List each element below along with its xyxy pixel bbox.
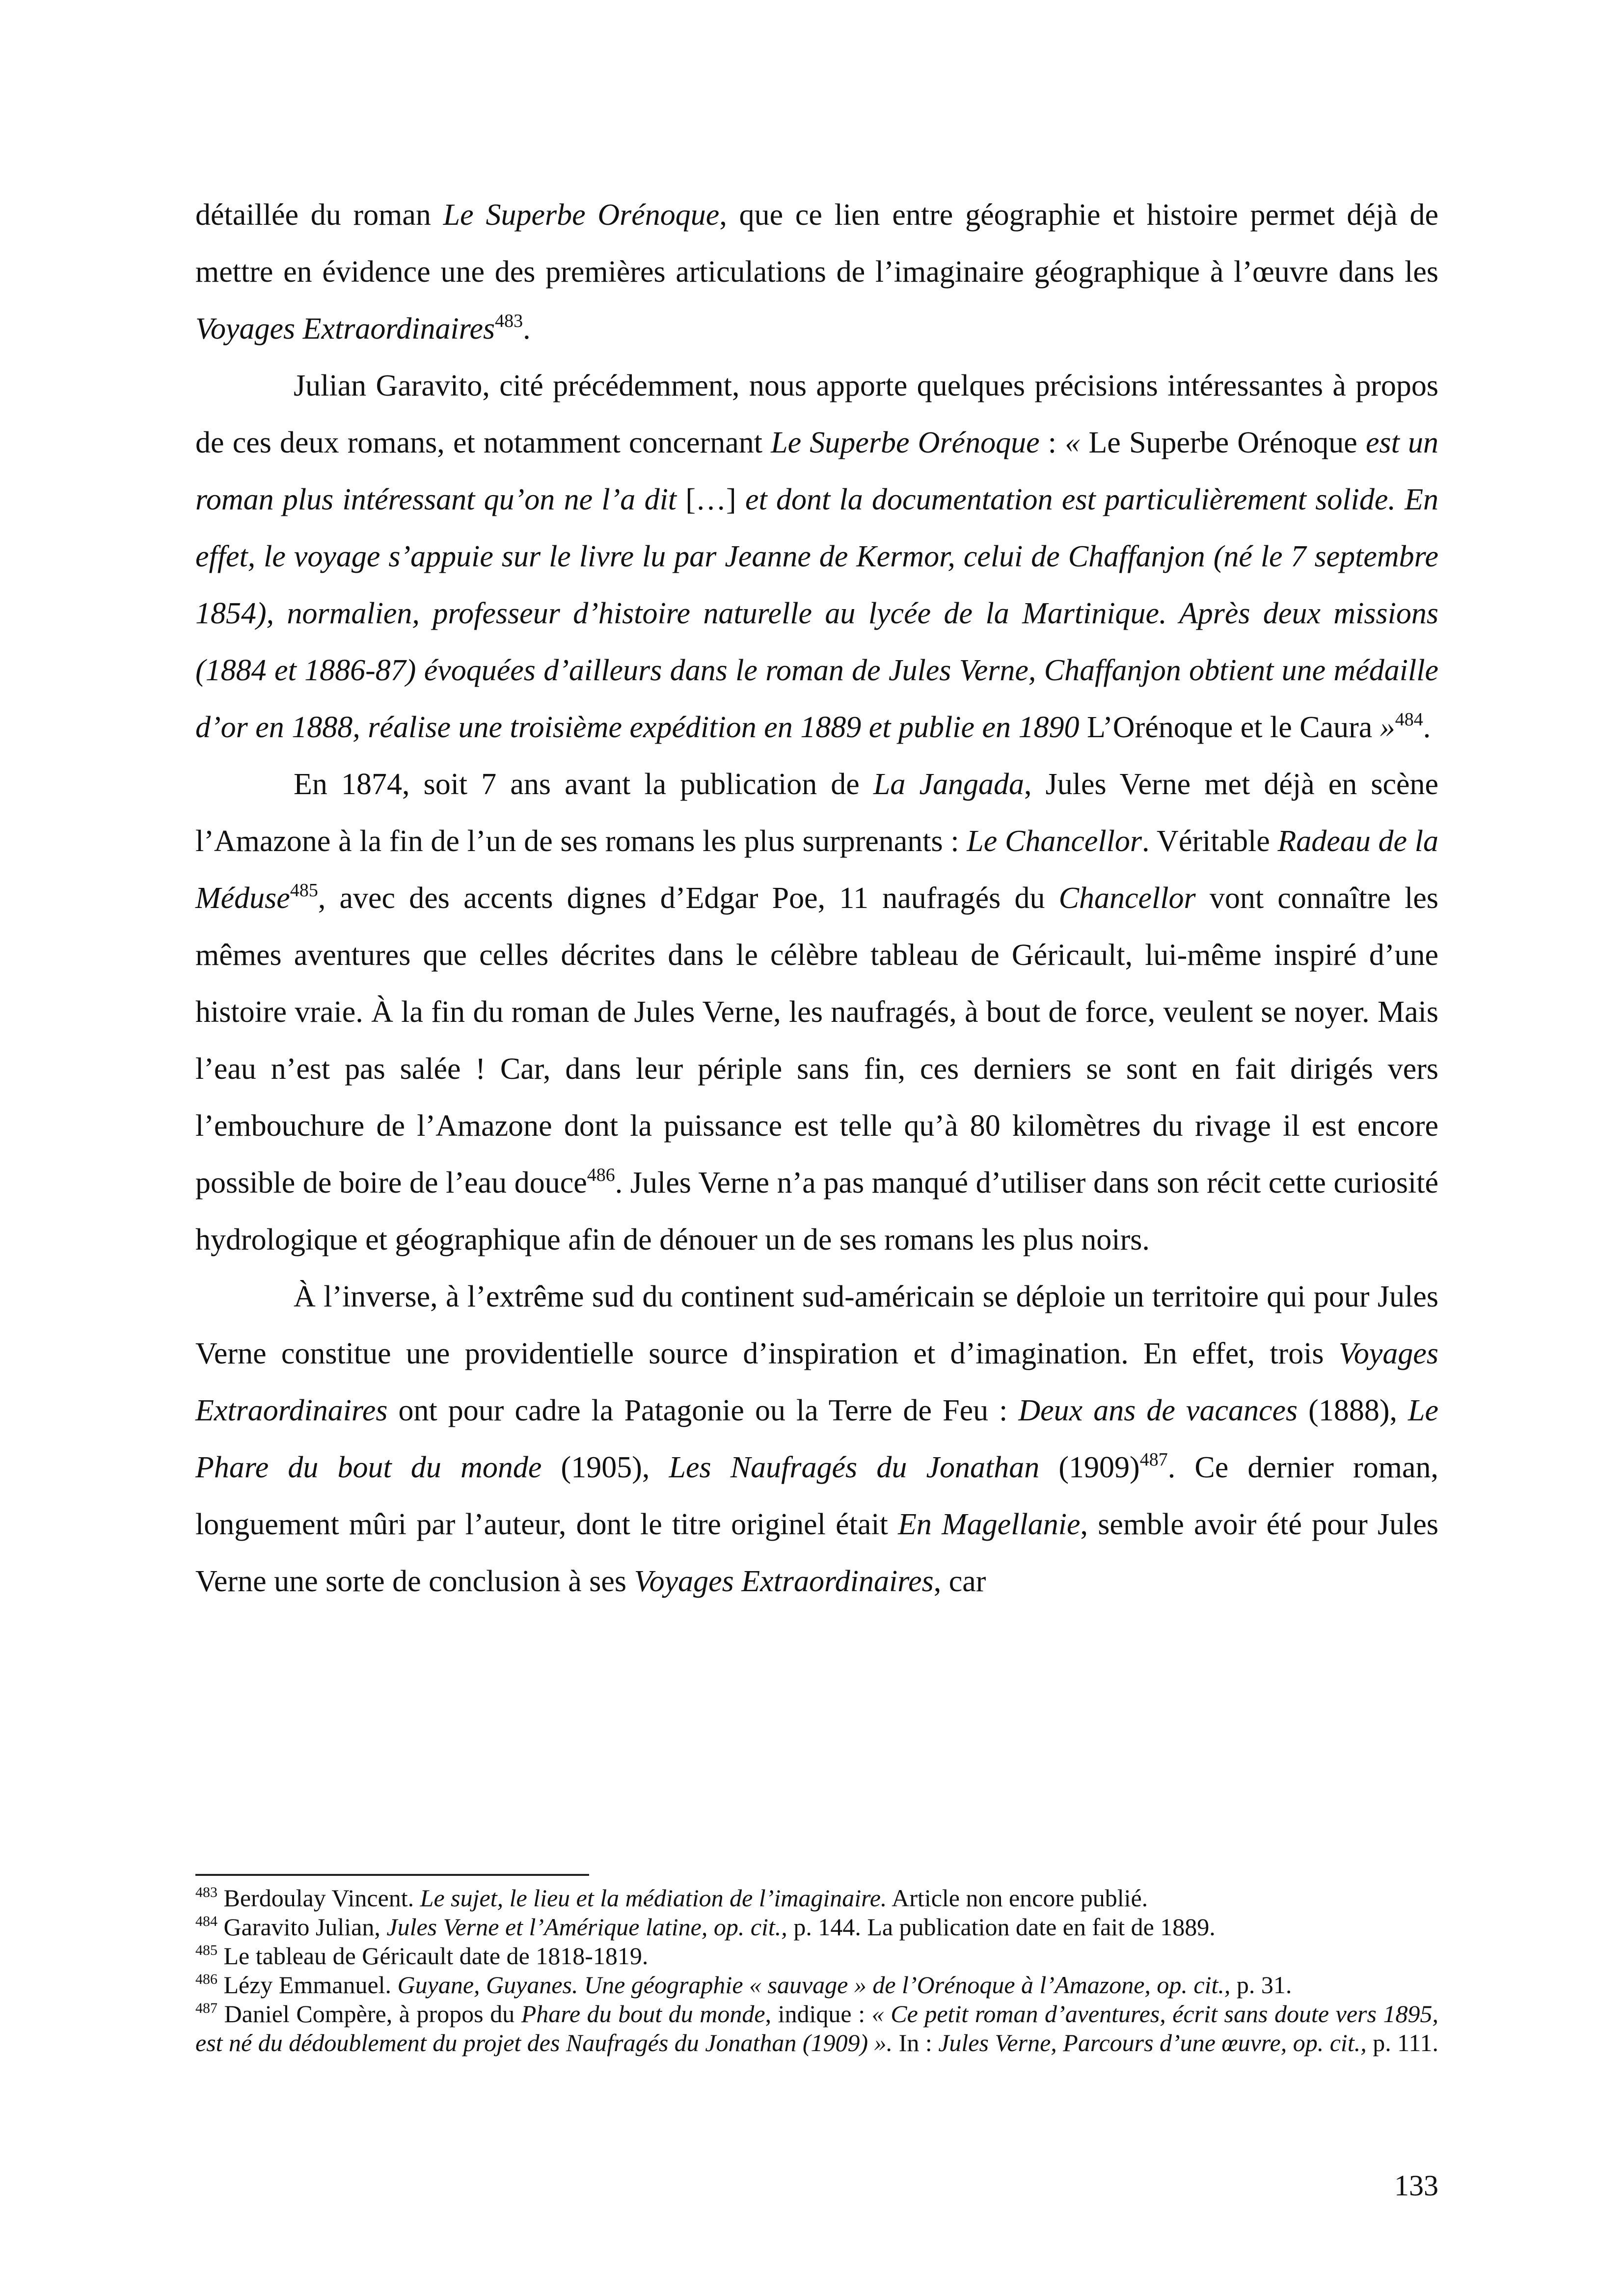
italic-text: Voyages Extraordinaires [195,1337,1438,1427]
footnote [195,1913,1438,1942]
body-text [195,187,1438,1610]
note-number: 486 [587,1165,615,1185]
text-run: , semble avoir été pour Jules Verne une sorte de conclusion à ses [195,1508,1438,1598]
text-run: . [1423,711,1431,744]
text-run: p. 144. La publication date en fait de 1889. [787,1913,1216,1941]
paragraph [195,187,1438,357]
note-number: 487 [1139,1449,1168,1470]
italic-text: Voyages Extraordinaires [634,1565,934,1598]
text-run: vont connaître les mêmes aventures que celles décrites dans le célèbre tableau de Géricault, lui-même inspiré d’une histoire vraie. À la fin du roman de Jules Verne, les naufragés, à bout de force, veulent se noyer. Mais l’eau n’est pas salée ! Car, dans leur périple sans fin, ces derniers se sont en fait dirigés vers l’embouchure de l’Amazone dont la puissance est telle qu’à 80 kilomètres du rivage il est encore possible de boire de l’eau douce [195,881,1438,1200]
text-run: détaillée du roman [195,198,443,232]
footnote-separator [195,1874,589,1876]
text-run: Article non encore publié. [887,1884,1148,1912]
italic-text: Jules Verne, Parcours d’une œuvre, op. cit., [938,2029,1367,2056]
italic-text: « [1065,426,1081,459]
footnote [195,2000,1438,2057]
text-run: p. 111. [1366,2029,1439,2056]
italic-text: Deux ans de vacances [1018,1394,1298,1427]
note-number: 483 [195,1884,217,1900]
italic-text: Jules Verne et l’Amérique latine, op. cit., [386,1913,787,1941]
paragraph [195,1268,1438,1610]
text-run: […] [676,483,745,516]
text-run: Daniel Compère, à propos du [217,2000,521,2028]
text-run: En 1874, soit 7 ans avant la publication de [294,768,873,801]
text-run: p. 31. [1230,1971,1292,1999]
footnotes [195,1884,1438,2057]
text-run: . Véritable [1141,825,1278,858]
italic-text: Le Phare du bout du monde [195,1394,1438,1484]
italic-text: Phare du bout du monde [521,2000,765,2028]
italic-text: Radeau de la Méduse [195,825,1438,915]
text-run: Lézy Emmanuel. [217,1971,398,1999]
footnote [195,1971,1438,2000]
paragraph [195,756,1438,1268]
note-number: 487 [195,2000,217,2016]
italic-text: Le Superbe Orénoque [443,198,720,232]
italic-text: Guyane, Guyanes. Une géographie « sauvage » de l’Orénoque à l’Amazone, op. cit., [397,1971,1231,1999]
italic-text: est un roman plus intéressant qu’on ne l’a dit [195,426,1438,516]
text-run: In : [893,2029,939,2056]
italic-text: » [1380,711,1395,744]
text-run: , avec des accents dignes d’Edgar Poe, 11 naufragés du [318,881,1059,915]
page-number: 133 [1394,2169,1438,2202]
italic-text: La Jangada [873,768,1025,801]
italic-text: En Magellanie [898,1508,1081,1541]
note-number: 486 [195,1971,217,1987]
italic-text: Voyages Extraordinaires [195,312,495,346]
note-number: 484 [195,1913,217,1929]
italic-text: Le sujet, le lieu et la médiation de l’imaginaire. [420,1884,887,1912]
text-run: (1888), [1298,1394,1408,1427]
text-run: . Jules Verne n’a pas manqué d’utiliser dans son récit cette curiosité hydrologique et géographique afin de dénouer un de ses romans les plus noirs. [195,1166,1438,1256]
text-run: . [523,312,531,346]
text-run: Le tableau de Géricault date de 1818-1819. [217,1942,649,1970]
text-run: , indique : [765,2000,872,2028]
note-number: 485 [290,880,318,901]
note-number: 483 [495,311,523,331]
italic-text: « Ce petit roman d’aventures, écrit sans doute vers 1895, est né du dédoublement du projet des Naufragés du Jonathan (1909) ». [195,2000,1438,2056]
text-run: Le Superbe Orénoque [1080,426,1366,459]
text-run: , car [933,1565,986,1598]
paragraph [195,357,1438,756]
text-run: : [1039,426,1065,459]
italic-text: Le Chancellor [967,825,1142,858]
note-number: 484 [1395,709,1423,730]
text-run: ont pour cadre la Patagonie ou la Terre de Feu : [387,1394,1019,1427]
text-run: L’Orénoque et le Caura [1079,711,1380,744]
italic-text: Chancellor [1058,881,1196,915]
text-run: Julian Garavito, cité précédemment, nous apporte quelques précisions intéressantes à propos de ces deux romans, et notamment concernant [195,369,1438,459]
footnote [195,1942,1438,1971]
italic-text: Les Naufragés du Jonathan [669,1451,1040,1484]
text-run: (1909) [1039,1451,1140,1484]
text-run: (1905), [541,1451,669,1484]
text-run: . Ce dernier roman, longuement mûri par l’auteur, dont le titre originel était [195,1451,1439,1541]
text-run: , que ce lien entre géographie et histoire permet déjà de mettre en évidence une des premières articulations de l’imaginaire géographique à l’œuvre dans les [195,198,1438,289]
text-run: Garavito Julian, [217,1913,387,1941]
note-number: 485 [195,1942,217,1958]
text-run: , Jules Verne met déjà en scène l’Amazone à la fin de l’un de ses romans les plus surprenants : [195,768,1439,858]
italic-text: et dont la documentation est particulièrement solide. En effet, le voyage s’appuie sur le livre lu par Jeanne de Kermor, celui de Chaffanjon (né le 7 septembre 1854), normalien, professeur d’histoire naturelle au lycée de la Martinique. Après deux missions (1884 et 1886-87) évoquées d’ailleurs dans le roman de Jules Verne, Chaffanjon obtient une médaille d’or en 1888, réalise une troisième expédition en 1889 et publie en 1890 [195,483,1439,744]
footnote [195,1884,1438,1913]
italic-text: Le Superbe Orénoque [771,426,1040,459]
text-run: Berdoulay Vincent. [217,1884,420,1912]
text-run: À l’inverse, à l’extrême sud du continent sud-américain se déploie un territoire qui pour Jules Verne constitue une providentielle source d’inspiration et d’imagination. En effet, trois [195,1280,1438,1370]
